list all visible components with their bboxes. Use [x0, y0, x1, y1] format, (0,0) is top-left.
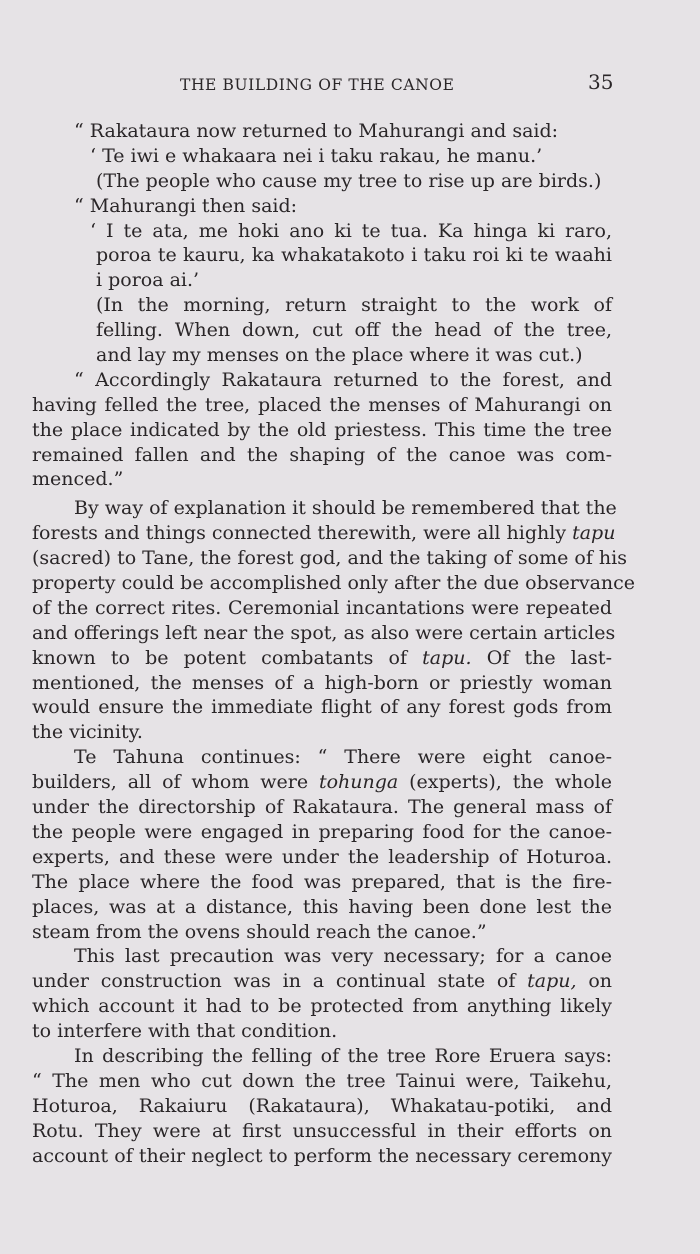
text-segment: known to be potent combatants of [32, 646, 423, 669]
text-line: mentioned, the menses of a high-born or priestly woman [32, 671, 612, 694]
text-line: (sacred) to Tane, the forest god, and the taking of some of his [32, 547, 627, 570]
text-line: having felled the tree, placed the menses of Mahurangi on [32, 393, 612, 416]
text-line: Hoturoa, Rakaiuru (Rakataura), Whakatau-potiki, and [32, 1094, 612, 1117]
text-line: (The people who cause my tree to rise up are birds.) [96, 169, 602, 192]
text-line: “ The men who cut down the tree Tainui were, Taikehu, [32, 1069, 612, 1092]
text-line: to interfere with that condition. [32, 1020, 338, 1043]
text-segment: builders, all of whom were [32, 771, 319, 794]
text-line [32, 646, 612, 671]
text-segment: Of the last- [471, 646, 612, 669]
text-line: and offerings left near the spot, as also were certain articles [32, 621, 616, 644]
page-number: 35 [588, 70, 614, 94]
text-line: “ Rakataura now returned to Mahurangi and said: [74, 120, 559, 142]
text-segment: on [576, 970, 612, 993]
text-line: This last precaution was very necessary; for a canoe [74, 945, 612, 968]
text-line: property could be accomplished only after the due observance [32, 572, 636, 595]
text-line [32, 770, 612, 795]
text-line: the place indicated by the old priestess. This time the tree [32, 418, 612, 441]
text-line: experts, and these were under the leadership of Hoturoa. [32, 845, 612, 868]
text-line: remained fallen and the shaping of the canoe was com- [32, 443, 612, 466]
italic-term: tapu. [422, 646, 472, 669]
text-line [32, 521, 616, 546]
text-line: steam from the ovens should reach the canoe.” [32, 920, 487, 943]
italic-term: tapu, [527, 970, 577, 993]
text-line: the vicinity. [32, 721, 143, 744]
text-line: By way of explanation it should be remembered that the [74, 497, 617, 520]
text-segment: under construction was in a continual state of [32, 970, 528, 993]
body-text [32, 119, 636, 1168]
text-line: account of their neglect to perform the necessary ceremony [32, 1144, 612, 1167]
text-line: which account it had to be protected from anything likely [32, 995, 612, 1018]
text-line: Rotu. They were at first unsuccessful in their efforts on [32, 1119, 612, 1142]
text-line: “ Mahurangi then said: [74, 194, 298, 217]
text-line [32, 969, 612, 994]
text-line: poroa te kauru, ka whakatakoto i taku roi ki te waahi [96, 244, 612, 267]
text-line: and lay my menses on the place where it was cut.) [96, 344, 583, 367]
running-head [0, 70, 700, 100]
text-line: i poroa ai.’ [96, 269, 200, 292]
running-title: THE BUILDING OF THE CANOE [180, 76, 455, 94]
text-line: Te Tahuna continues: “ There were eight canoe- [74, 746, 612, 769]
text-line: “ Accordingly Rakataura returned to the forest, and [74, 368, 612, 391]
text-line: menced.” [32, 468, 124, 491]
text-line: would ensure the immediate flight of any forest gods from [32, 696, 612, 719]
text-segment: (experts), the whole [398, 771, 612, 794]
italic-term: tapu [572, 522, 616, 545]
text-line: The place where the food was prepared, that is the fire- [32, 870, 612, 893]
text-line: ‘ I te ata, me hoki ano ki te tua. Ka hinga ki raro, [90, 219, 612, 242]
text-line: under the directorship of Rakataura. The general mass of [32, 796, 612, 819]
text-line: places, was at a distance, this having been done lest the [32, 895, 612, 918]
text-line: of the correct rites. Ceremonial incantations were repeated [32, 596, 612, 619]
text-line: (In the morning, return straight to the work of [96, 294, 612, 317]
text-line: felling. When down, cut off the head of the tree, [96, 319, 612, 342]
text-line: In describing the felling of the tree Rore Eruera says: [74, 1044, 612, 1067]
text-line: the people were engaged in preparing food for the canoe- [32, 820, 612, 843]
text-segment: forests and things connected therewith, were all highly [32, 522, 573, 545]
italic-term: tohunga [318, 771, 399, 794]
text-line: ‘ Te iwi e whakaara nei i taku rakau, he manu.’ [90, 144, 543, 167]
